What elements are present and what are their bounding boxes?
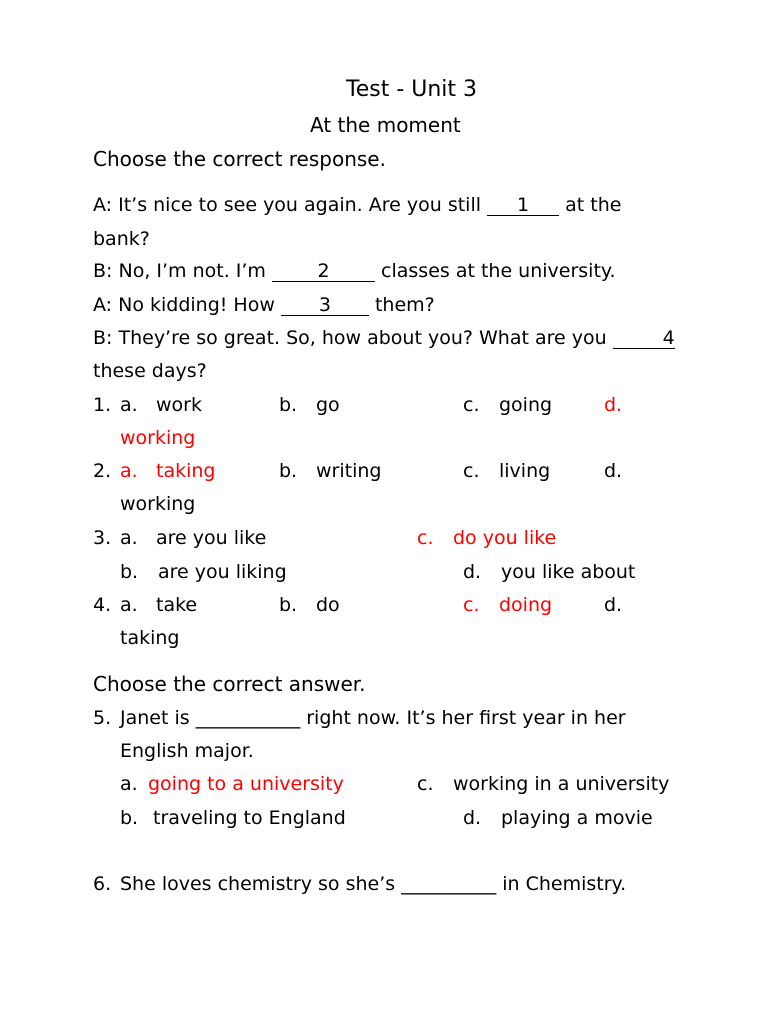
q3-option-d-letter: d. [463,561,482,583]
q5-option-a-text: going to a university [148,773,344,795]
q5-option-b-letter: b. [120,807,139,829]
q2-option-a-letter: a. [120,460,138,482]
q1-number: 1. [93,394,112,416]
q4-number: 4. [93,594,112,616]
q1-option-d-text: working [120,427,196,449]
dialogue-line-4-text: B: They’re so great. So, how about you? What are you [93,327,607,349]
dialogue-line-1-cont: bank? [93,228,150,250]
q1-option-c-letter: c. [463,394,480,416]
q2-option-d-letter: d. [604,460,623,482]
dialogue-line-2-end: classes at the university. [381,260,616,282]
q5-option-b-text: traveling to England [153,807,346,829]
q2-option-c-text: living [499,460,551,482]
q6-number: 6. [93,873,112,895]
q2-option-c-letter: c. [463,460,480,482]
q5-option-d-letter: d. [463,807,482,829]
page-title: Test - Unit 3 [346,77,478,102]
dialogue-line-3 [93,293,435,317]
q6-stem-text: She loves chemistry so she’s [120,873,396,895]
q5-stem-end: right now. It’s her first year in her [306,707,626,729]
q1-option-c-text: going [499,394,553,416]
q1-option-a-text: work [156,394,202,416]
blank-3: 3 [281,295,369,316]
q1-option-d-letter: d. [604,394,623,416]
q3-number: 3. [93,527,112,549]
section2-instruction-text: Choose the correct answer [93,672,360,696]
dialogue-line-4 [93,326,675,350]
dialogue-line-1-end: at the [565,194,622,216]
q4-option-d-text: taking [120,627,180,649]
q4-option-b-text: do [316,594,340,616]
section1-instruction: Choose the correct response. [93,147,386,171]
blank-4: 4 [613,328,675,349]
section2-instruction-period: . [359,672,366,696]
q3-option-a-text: are you like [156,527,267,549]
q1-option-a-letter: a. [120,394,138,416]
q5-number: 5. [93,707,112,729]
dialogue-line-2 [93,259,616,283]
q2-option-b-text: writing [316,460,382,482]
q4-option-a-text: take [156,594,198,616]
q2-option-b-letter: b. [279,460,298,482]
q4-option-a-letter: a. [120,594,138,616]
q6-stem-end: in Chemistry. [502,873,627,895]
q4-option-b-letter: b. [279,594,298,616]
q3-option-a-letter: a. [120,527,138,549]
dialogue-line-1-text: A: It’s nice to see you again. Are you still [93,194,482,216]
q5-option-d-text: playing a movie [501,807,653,829]
q4-option-c-letter: c. [463,594,480,616]
q6-stem [120,872,626,896]
q5-stem-line-2: English major. [120,740,254,762]
q3-option-b-text: are you liking [158,561,287,583]
dialogue-line-1 [93,193,621,217]
dialogue-line-3-end: them? [374,294,435,316]
q5-blank: ___________ [195,707,301,729]
dialogue-line-4-cont: these days? [93,360,207,382]
q2-option-a-text: taking [156,460,216,482]
q1-option-b-letter: b. [279,394,298,416]
q3-option-b-letter: b. [120,561,139,583]
q1-option-b-text: go [316,394,340,416]
section2-instruction [93,672,366,696]
q5-stem-text: Janet is [120,707,190,729]
q4-option-d-letter: d. [604,594,623,616]
q5-stem-line-1 [120,706,626,730]
blank-2: 2 [272,261,375,282]
q5-option-c-text: working in a university [453,773,670,795]
dialogue-line-3-text: A: No kidding! How [93,294,275,316]
q3-option-c-letter: c. [417,527,434,549]
page-subtitle: At the moment [310,113,461,137]
q3-option-c-text: do you like [453,527,557,549]
q5-option-c-letter: c. [417,773,434,795]
q2-option-d-text: working [120,493,196,515]
q6-blank: __________ [401,873,497,895]
dialogue-line-2-text: B: No, I’m not. I’m [93,260,266,282]
q4-option-c-text: doing [499,594,553,616]
q5-option-a-letter: a. [120,773,138,795]
blank-1: 1 [487,195,559,216]
q3-option-d-text: you like about [501,561,636,583]
q2-number: 2. [93,460,112,482]
